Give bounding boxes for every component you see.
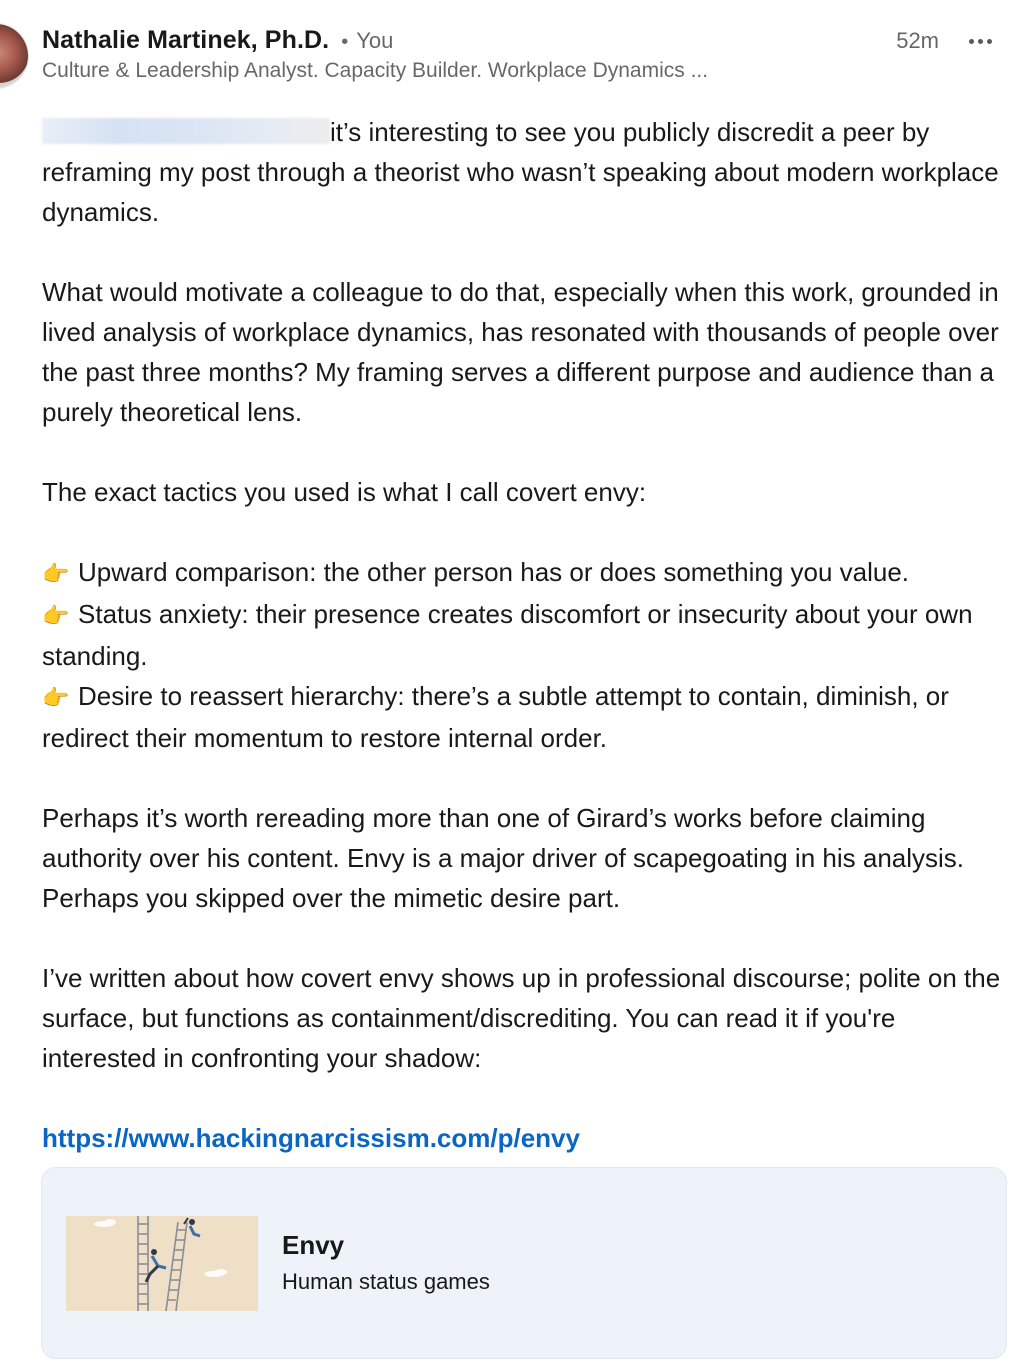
timestamp: 52m [896, 28, 939, 53]
separator-dot: • [341, 31, 349, 53]
comment-header [42, 26, 1012, 83]
preview-text [282, 1230, 490, 1295]
paragraph-4: Perhaps it’s worth rereading more than one of Girard’s works before claiming authority over his content. Envy is a major driver of scapegoating in his analysis. Perhaps you skipped over the mimetic desire part. [42, 803, 965, 913]
bullet-item [42, 594, 1012, 676]
paragraph-2: What would motivate a colleague to do that, especially when this work, grounded in lived analysis of workplace dynamics, has resonated with thousands of people over the past three months? My framing serves a different purpose and audience than a purely theoretical lens. [42, 277, 999, 427]
bullet-list [42, 552, 1012, 758]
avatar[interactable] [0, 24, 28, 88]
pointing-hand-icon: 👉 [42, 561, 70, 586]
article-link[interactable]: https://www.hackingnarcissism.com/p/envy [42, 1123, 580, 1153]
name-row [42, 26, 1012, 55]
bullet-text: Upward comparison: the other person has or does something you value. [78, 557, 910, 587]
more-options-icon[interactable] [969, 26, 992, 56]
pointing-hand-icon: 👉 [42, 685, 70, 710]
paragraph-5: I’ve written about how covert envy shows up in professional discourse; polite on the surface, but functions as containment/discrediting. You can read it if you're interested in confronting your shadow: [42, 963, 1001, 1073]
preview-subtitle: Human status games [282, 1269, 490, 1294]
author-headline: Culture & Leadership Analyst. Capacity Builder. Workplace Dynamics ... [42, 59, 709, 82]
link-preview-card[interactable] [42, 1168, 1006, 1358]
preview-thumbnail [66, 1216, 258, 1311]
meta-right [896, 26, 992, 56]
author-name[interactable]: Nathalie Martinek, Ph.D. [42, 26, 330, 54]
ladder-illustration-icon [66, 1216, 258, 1311]
paragraph-1 [42, 112, 1012, 232]
bullet-item [42, 552, 1012, 594]
redacted-mention [42, 118, 330, 144]
paragraph-3: The exact tactics you used is what I call covert envy: [42, 477, 647, 507]
pointing-hand-icon: 👉 [42, 603, 70, 628]
bullet-text: Status anxiety: their presence creates discomfort or insecurity about your own standing. [42, 599, 973, 671]
paragraph-1-text: it’s interesting to see you publicly discredit a peer by reframing my post through a theorist who wasn’t speaking about modern workplace dynamics. [42, 117, 999, 227]
link-paragraph [42, 1118, 1012, 1158]
comment-body [42, 112, 1012, 1198]
bullet-item [42, 676, 1012, 758]
bullet-text: Desire to reassert hierarchy: there’s a subtle attempt to contain, diminish, or redirect their momentum to restore internal order. [42, 681, 949, 753]
preview-title: Envy [282, 1230, 345, 1260]
relation-label: You [356, 28, 394, 53]
